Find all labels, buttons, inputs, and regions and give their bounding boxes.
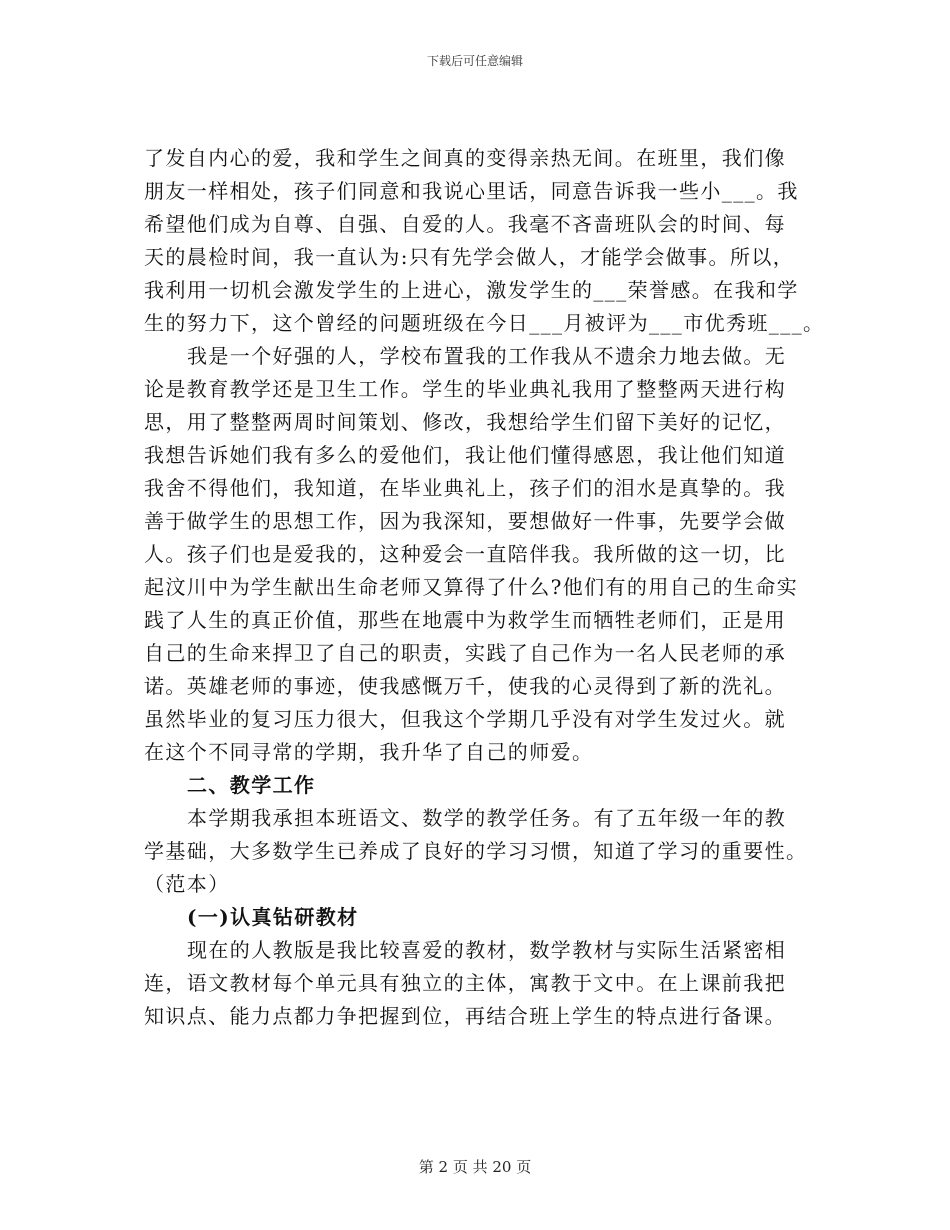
text-line: 学基础，大多数学生已养成了良好的学习习惯，知道了学习的重要性。 [144, 839, 808, 863]
text-line: 我舍不得他们，我知道，在毕业典礼上，孩子们的泪水是真挚的。我 [144, 476, 786, 500]
text-line: 论是教育教学还是卫生工作。学生的毕业典礼我用了整整两天进行构 [144, 377, 786, 401]
text-line: 虽然毕业的复习压力很大，但我这个学期几乎没有对学生发过火。就 [144, 707, 786, 731]
text-line: 天的晨检时间，我一直认为:只有先学会做人，才能学会做事。所以， [144, 245, 795, 269]
text-line: （范本） [144, 872, 230, 896]
text-line: 本学期我承担本班语文、数学的教学任务。有了五年级一年的教 [187, 806, 787, 830]
text-line: 起汶川中为学生献出生命老师又算得了什么?他们有的用自己的生命实 [144, 575, 799, 599]
text-line: 我利用一切机会激发学生的上进心，激发学生的___荣誉感。在我和学 [144, 278, 799, 302]
text-line: 现在的人教版是我比较喜爱的教材，数学教材与实际生活紧密相 [187, 938, 787, 962]
text-line: 思，用了整整两周时间策划、修改，我想给学生们留下美好的记忆， [144, 410, 786, 434]
page-header: 下载后可任意编辑 [426, 54, 523, 68]
page-footer: 第 2 页 共 20 页 [418, 1158, 532, 1176]
text-line: 自己的生命来捍卫了自己的职责，实践了自己作为一名人民老师的承 [144, 641, 786, 665]
text-line: 了发自内心的爱，我和学生之间真的变得亲热无间。在班里，我们像 [144, 146, 786, 170]
section-heading: (一)认真钻研教材 [187, 905, 359, 929]
text-line: 朋友一样相处，孩子们同意和我说心里话，同意告诉我一些小___。我 [144, 179, 799, 203]
text-line: 善于做学生的思想工作，因为我深知，要想做好一件事，先要学会做 [144, 509, 786, 533]
text-line: 人。孩子们也是爱我的，这种爱会一直陪伴我。我所做的这一切，比 [144, 542, 786, 566]
text-line: 知识点、能力点都力争把握到位，再结合班上学生的特点进行备课。 [144, 1004, 786, 1028]
text-line: 在这个不同寻常的学期，我升华了自己的师爱。 [144, 740, 594, 764]
text-line: 生的努力下，这个曾经的问题班级在今日___月被评为___市优秀班___。 [144, 311, 825, 335]
document-body [144, 142, 829, 1033]
text-line: 希望他们成为自尊、自强、自爱的人。我毫不吝啬班队会的时间、每 [144, 212, 786, 236]
text-line: 我是一个好强的人，学校布置我的工作我从不遗余力地去做。无 [187, 344, 787, 368]
text-line: 践了人生的真正价值，那些在地震中为救学生而牺牲老师们，正是用 [144, 608, 786, 632]
text-line: 我想告诉她们我有多么的爱他们，我让他们懂得感恩，我让他们知道 [144, 443, 786, 467]
section-heading: 二、教学工作 [187, 773, 316, 797]
text-line: 连，语文教材每个单元具有独立的主体，寓教于文中。在上课前我把 [144, 971, 786, 995]
text-line: 诺。英雄老师的事迹，使我感慨万千，使我的心灵得到了新的洗礼。 [144, 674, 786, 698]
